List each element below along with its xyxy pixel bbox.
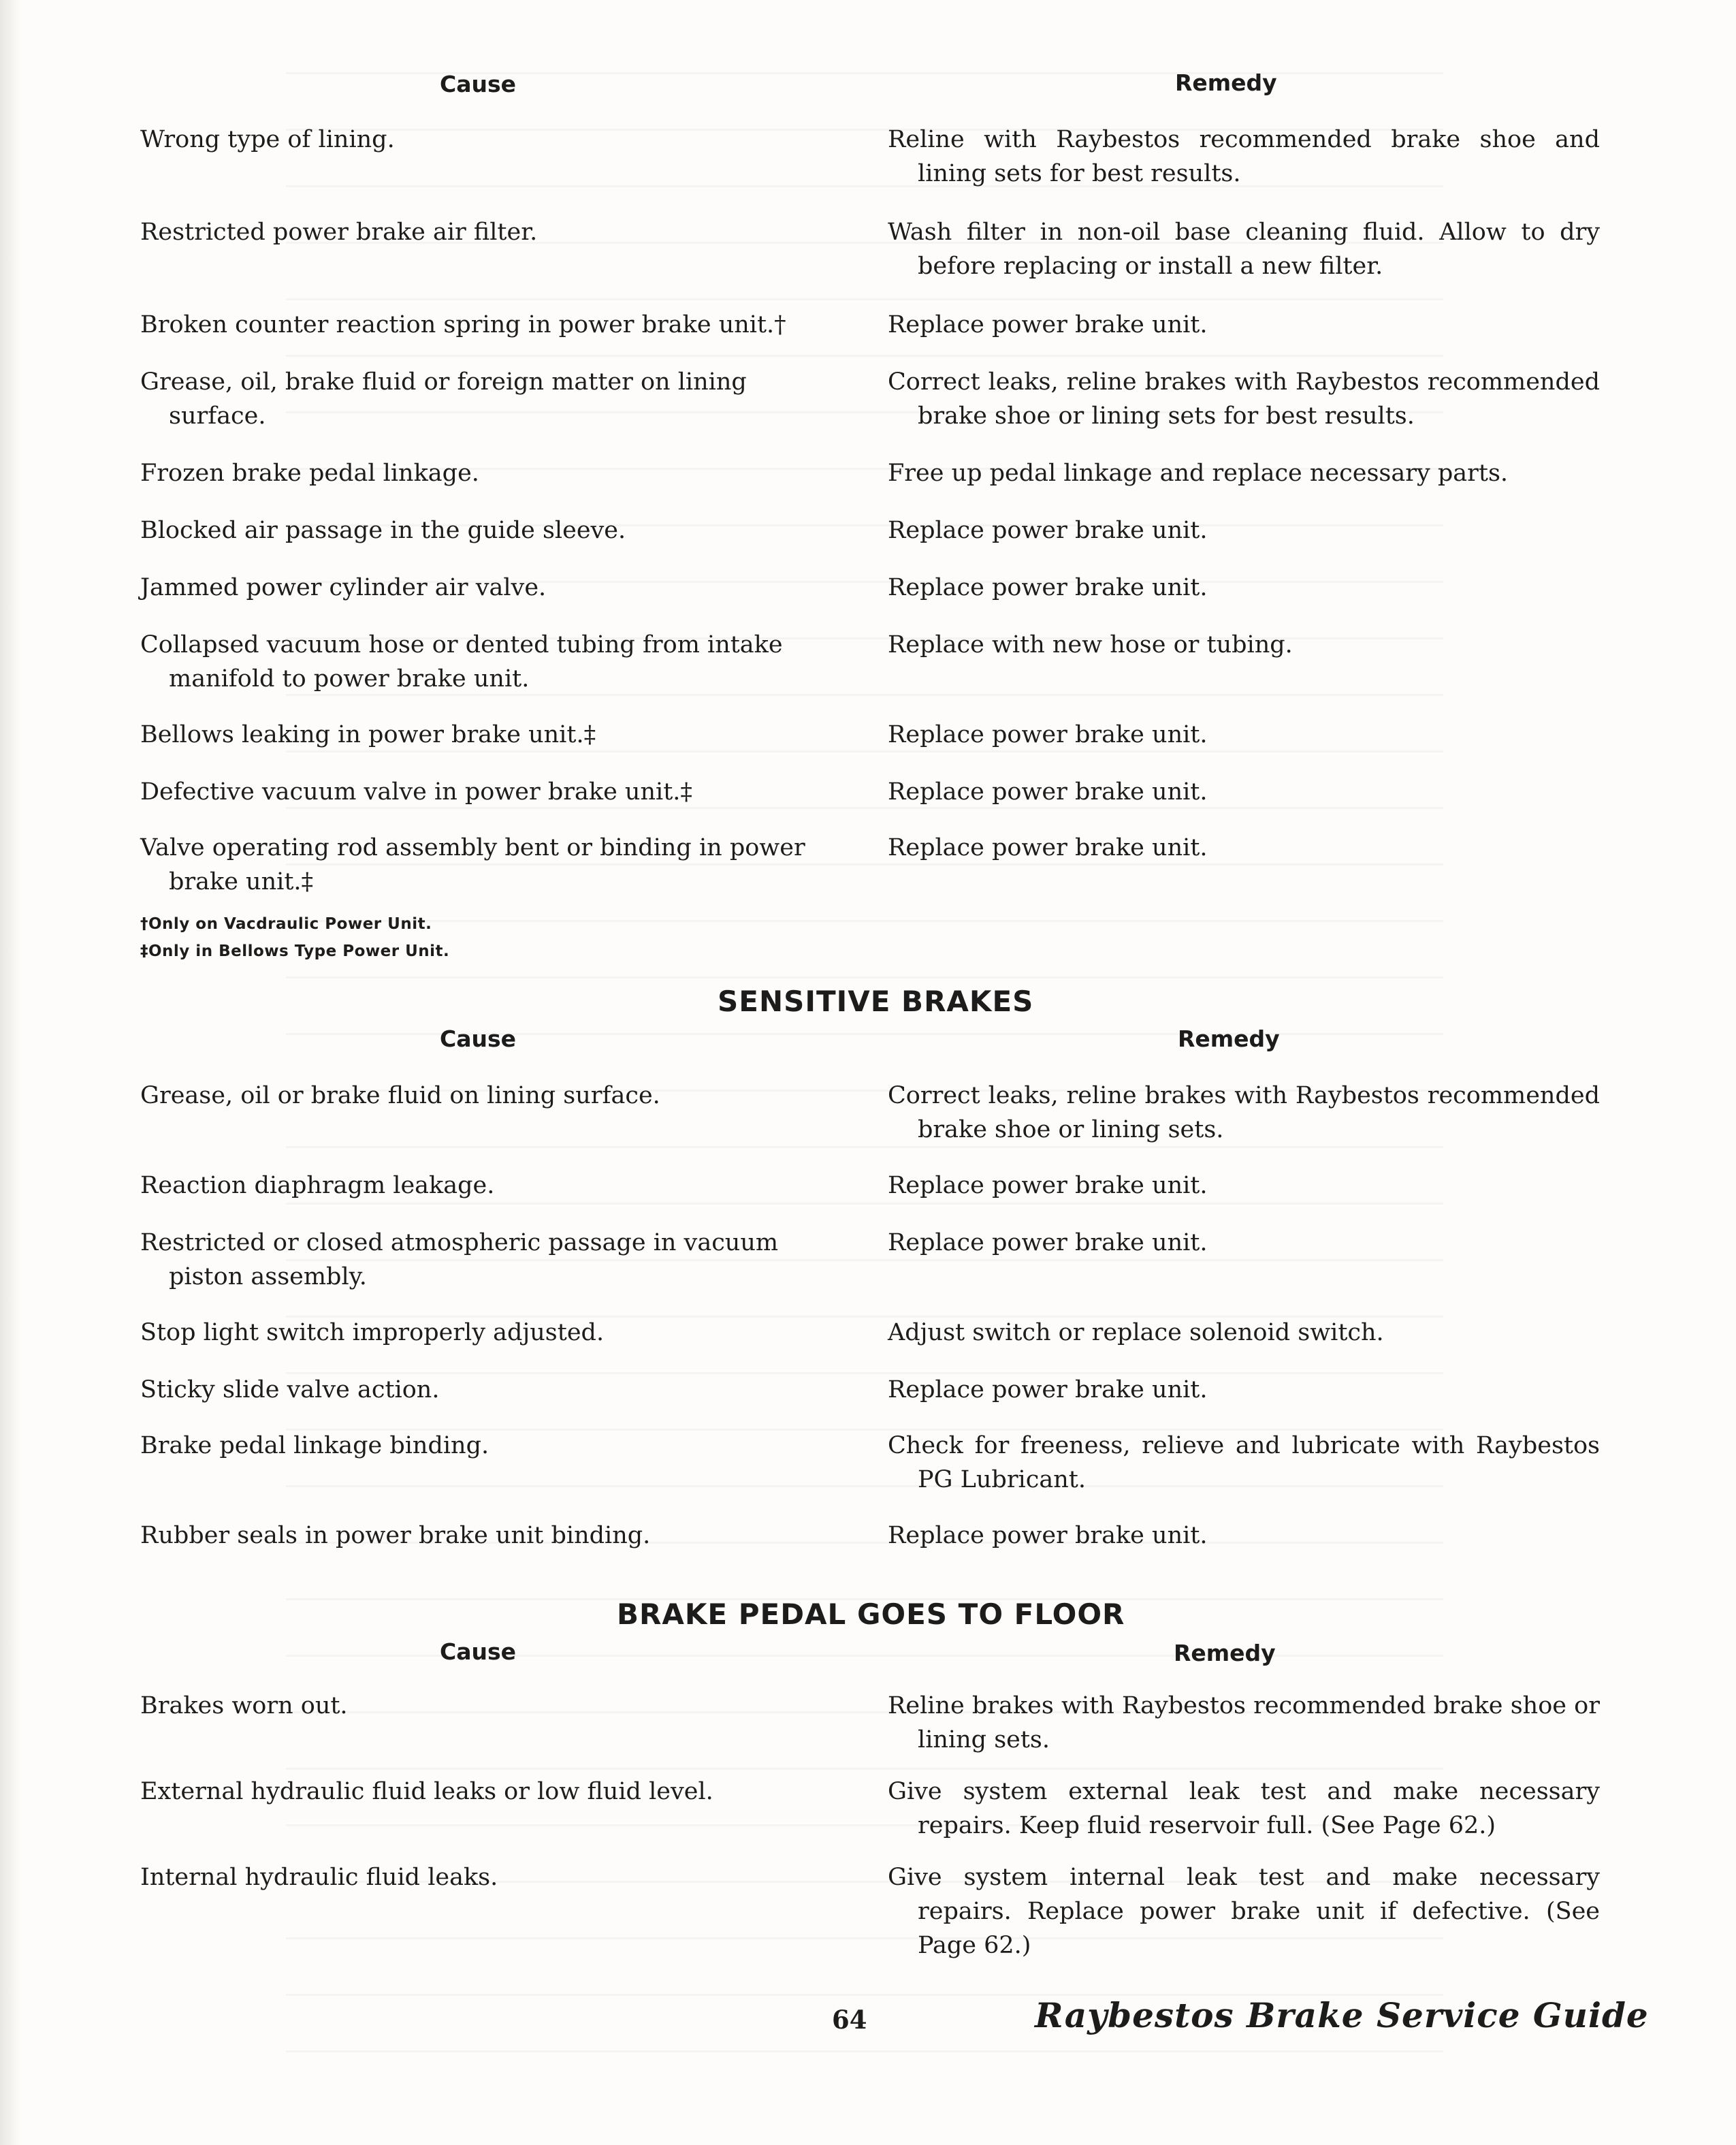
cause-text: Frozen brake pedal linkage. <box>140 460 479 487</box>
cause-text: Wrong type of lining. <box>140 126 395 153</box>
remedy-text: Replace power brake unit. <box>888 778 1208 806</box>
page-number: 64 <box>832 2005 867 2035</box>
remedy-text: Free up pedal linkage and replace necessary parts. <box>888 460 1509 487</box>
cause-text: Bellows leaking in power brake unit.‡ <box>140 721 596 748</box>
footnote: †Only on Vacdraulic Power Unit. <box>140 915 432 933</box>
remedy-text: Check for freeness, relieve and lubricate with Raybestos PG Lubricant. <box>888 1432 1600 1493</box>
remedy-text: Replace power brake unit. <box>888 574 1208 601</box>
remedy-text: Replace power brake unit. <box>888 1522 1208 1549</box>
top-cause-header: Cause <box>440 71 517 97</box>
cause-text: Jammed power cylinder air valve. <box>140 574 547 601</box>
remedy-text: Replace power brake unit. <box>888 517 1208 544</box>
remedy-text: Correct leaks, reline brakes with Raybestos recommended brake shoe or lining sets for best results. <box>888 368 1600 430</box>
cause-text: Brakes worn out. <box>140 1692 348 1719</box>
remedy-text: Give system external leak test and make necessary repairs. Keep fluid reservoir full. (See Page 62.) <box>888 1778 1600 1839</box>
cause-text: Grease, oil, brake fluid or foreign matter on lining surface. <box>140 368 747 430</box>
footnote: ‡Only in Bellows Type Power Unit. <box>140 942 450 960</box>
section-title: BRAKE PEDAL GOES TO FLOOR <box>617 1598 1125 1631</box>
cause-text: Defective vacuum valve in power brake unit.‡ <box>140 778 692 806</box>
cause-text: Sticky slide valve action. <box>140 1376 440 1403</box>
remedy-text: Replace power brake unit. <box>888 1172 1208 1199</box>
cause-text: Reaction diaphragm leakage. <box>140 1172 495 1199</box>
cause-text: Restricted or closed atmospheric passage in vacuum piston assembly. <box>140 1229 779 1290</box>
floor-remedy-header: Remedy <box>1174 1640 1276 1666</box>
sensitive-remedy-header: Remedy <box>1178 1026 1280 1052</box>
brand-logo-text: Raybestos Brake Service Guide <box>1035 1995 1649 2035</box>
cause-text: Restricted power brake air filter. <box>140 219 538 246</box>
cause-text: Internal hydraulic fluid leaks. <box>140 1864 498 1891</box>
remedy-text: Correct leaks, reline brakes with Raybestos recommended brake shoe or lining sets. <box>888 1082 1600 1143</box>
cause-text: Stop light switch improperly adjusted. <box>140 1319 605 1346</box>
remedy-text: Give system internal leak test and make necessary repairs. Replace power brake unit if defective. (See Page 62.) <box>888 1864 1600 1959</box>
section-title: SENSITIVE BRAKES <box>718 985 1034 1018</box>
remedy-text: Replace power brake unit. <box>888 834 1208 861</box>
remedy-text: Replace power brake unit. <box>888 311 1208 338</box>
remedy-text: Adjust switch or replace solenoid switch. <box>888 1319 1384 1346</box>
remedy-text: Wash filter in non-oil base cleaning fluid. Allow to dry before replacing or install a new filter. <box>888 219 1600 280</box>
cause-text: Valve operating rod assembly bent or binding in power brake unit.‡ <box>140 834 805 895</box>
sensitive-cause-header: Cause <box>440 1026 517 1052</box>
remedy-text: Reline with Raybestos recommended brake shoe and lining sets for best results. <box>888 126 1600 187</box>
cause-text: Rubber seals in power brake unit binding. <box>140 1522 651 1549</box>
top-remedy-header: Remedy <box>1175 69 1277 96</box>
remedy-text: Replace with new hose or tubing. <box>888 631 1293 658</box>
remedy-text: Reline brakes with Raybestos recommended brake shoe or lining sets. <box>888 1692 1600 1753</box>
remedy-text: Replace power brake unit. <box>888 721 1208 748</box>
cause-text: Grease, oil or brake fluid on lining surface. <box>140 1082 660 1109</box>
cause-text: Blocked air passage in the guide sleeve. <box>140 517 626 544</box>
remedy-text: Replace power brake unit. <box>888 1376 1208 1403</box>
cause-text: Broken counter reaction spring in power brake unit.† <box>140 311 786 338</box>
cause-text: External hydraulic fluid leaks or low fluid level. <box>140 1778 713 1805</box>
cause-text: Collapsed vacuum hose or dented tubing from intake manifold to power brake unit. <box>140 631 783 693</box>
remedy-text: Replace power brake unit. <box>888 1229 1208 1256</box>
cause-text: Brake pedal linkage binding. <box>140 1432 489 1459</box>
floor-cause-header: Cause <box>440 1638 517 1665</box>
page-fold-shadow <box>0 0 20 2145</box>
